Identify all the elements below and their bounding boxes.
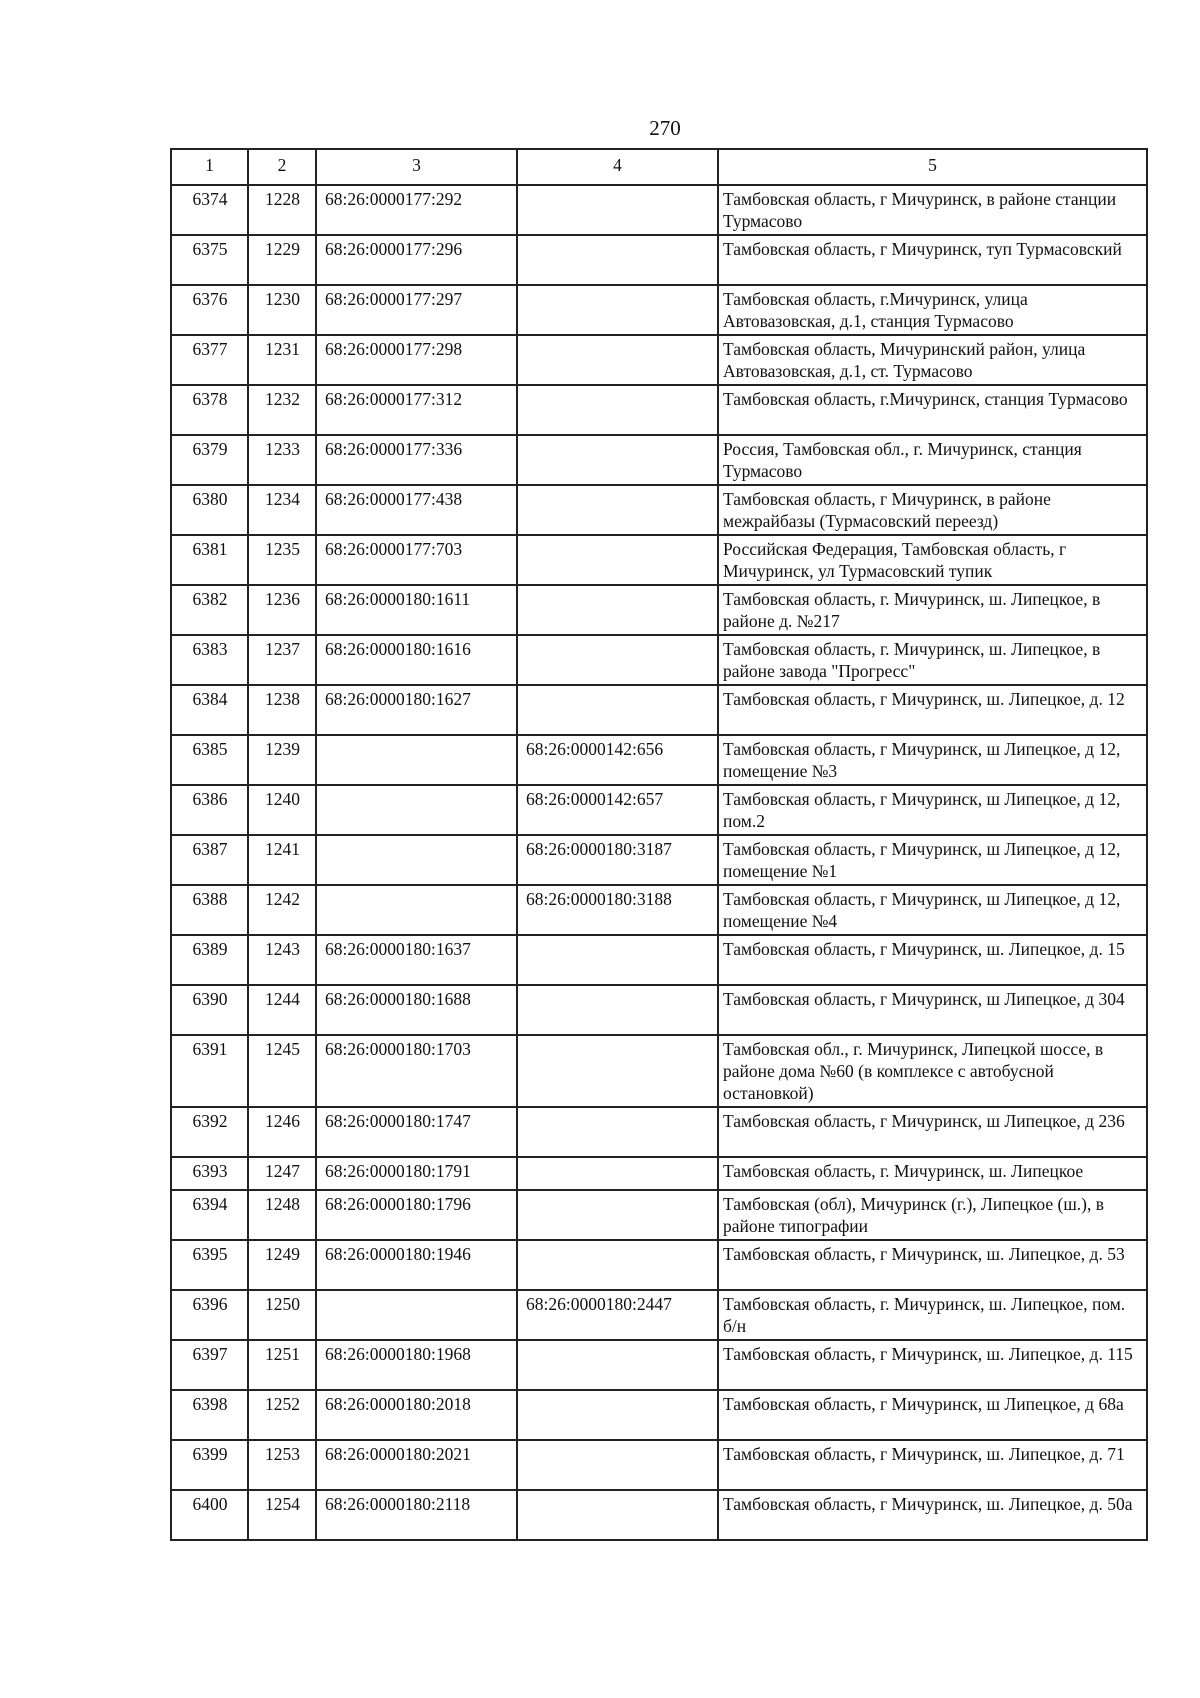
- room-cadastral-number-cell: [517, 1157, 718, 1190]
- table-row: [171, 1340, 1147, 1390]
- row-number-cell: 6385: [171, 735, 248, 785]
- cadastral-number-cell: [316, 835, 517, 885]
- table-row: [171, 835, 1147, 885]
- row-number-cell: 6397: [171, 1340, 248, 1390]
- item-number-cell: 1248: [248, 1190, 316, 1240]
- table-row: [171, 1190, 1147, 1240]
- table-row: [171, 985, 1147, 1035]
- room-cadastral-number-cell: [517, 1240, 718, 1290]
- room-cadastral-number-cell: [517, 235, 718, 285]
- room-cadastral-number-cell: [517, 435, 718, 485]
- row-number-cell: 6377: [171, 335, 248, 385]
- item-number-cell: 1237: [248, 635, 316, 685]
- room-cadastral-number-cell: [517, 1490, 718, 1540]
- address-cell: Тамбовская область, г. Мичуринск, ш. Липецкое, в районе завода "Прогресс": [718, 635, 1147, 685]
- room-cadastral-number-cell: [517, 485, 718, 535]
- item-number-cell: 1242: [248, 885, 316, 935]
- row-number-cell: 6384: [171, 685, 248, 735]
- room-cadastral-number-cell: 68:26:0000142:656: [517, 735, 718, 785]
- row-number-cell: 6378: [171, 385, 248, 435]
- address-cell: Тамбовская область, г Мичуринск, ш. Липецкое, д. 12: [718, 685, 1147, 735]
- room-cadastral-number-cell: [517, 1035, 718, 1107]
- room-cadastral-number-cell: [517, 635, 718, 685]
- item-number-cell: 1231: [248, 335, 316, 385]
- room-cadastral-number-cell: [517, 1390, 718, 1440]
- table-row: [171, 435, 1147, 485]
- table-row: [171, 1240, 1147, 1290]
- cadastral-number-cell: 68:26:0000180:2021: [316, 1440, 517, 1490]
- room-cadastral-number-cell: [517, 1107, 718, 1157]
- item-number-cell: 1228: [248, 185, 316, 235]
- cadastral-number-cell: 68:26:0000177:297: [316, 285, 517, 335]
- table-row: [171, 385, 1147, 435]
- address-cell: Тамбовская обл., г. Мичуринск, Липецкой шоссе, в районе дома №60 (в комплексе с автобусной остановкой): [718, 1035, 1147, 1107]
- row-number-cell: 6394: [171, 1190, 248, 1240]
- table-row: [171, 1157, 1147, 1190]
- cadastral-number-cell: 68:26:0000180:1796: [316, 1190, 517, 1240]
- address-cell: Тамбовская область, г Мичуринск, в районе межрайбазы (Турмасовский переезд): [718, 485, 1147, 535]
- address-cell: Тамбовская область, г Мичуринск, ш. Липецкое, д. 53: [718, 1240, 1147, 1290]
- room-cadastral-number-cell: [517, 935, 718, 985]
- item-number-cell: 1252: [248, 1390, 316, 1440]
- table-row: [171, 535, 1147, 585]
- item-number-cell: 1245: [248, 1035, 316, 1107]
- item-number-cell: 1235: [248, 535, 316, 585]
- item-number-cell: 1238: [248, 685, 316, 735]
- table-header-row: [171, 149, 1147, 185]
- table-row: [171, 885, 1147, 935]
- row-number-cell: 6399: [171, 1440, 248, 1490]
- table-row: [171, 1107, 1147, 1157]
- cadastral-number-cell: 68:26:0000180:1688: [316, 985, 517, 1035]
- cadastral-number-cell: 68:26:0000180:1616: [316, 635, 517, 685]
- table-row: [171, 1490, 1147, 1540]
- row-number-cell: 6379: [171, 435, 248, 485]
- row-number-cell: 6388: [171, 885, 248, 935]
- address-cell: Россия, Тамбовская обл., г. Мичуринск, станция Турмасово: [718, 435, 1147, 485]
- address-cell: Тамбовская область, г Мичуринск, туп Турмасовский: [718, 235, 1147, 285]
- row-number-cell: 6393: [171, 1157, 248, 1190]
- room-cadastral-number-cell: [517, 585, 718, 635]
- address-cell: Тамбовская область, г Мичуринск, ш. Липецкое, д. 71: [718, 1440, 1147, 1490]
- cadastral-number-cell: 68:26:0000180:2018: [316, 1390, 517, 1440]
- cadastral-number-cell: [316, 1290, 517, 1340]
- row-number-cell: 6398: [171, 1390, 248, 1440]
- item-number-cell: 1244: [248, 985, 316, 1035]
- table-row: [171, 585, 1147, 635]
- row-number-cell: 6392: [171, 1107, 248, 1157]
- address-cell: Тамбовская область, Мичуринский район, улица Автовазовская, д.1, ст. Турмасово: [718, 335, 1147, 385]
- cadastral-number-cell: 68:26:0000177:312: [316, 385, 517, 435]
- cadastral-number-cell: 68:26:0000180:2118: [316, 1490, 517, 1540]
- row-number-cell: 6396: [171, 1290, 248, 1340]
- cadastral-number-cell: 68:26:0000180:1703: [316, 1035, 517, 1107]
- cadastral-number-cell: 68:26:0000180:1637: [316, 935, 517, 985]
- table-row: [171, 785, 1147, 835]
- cadastral-number-cell: 68:26:0000180:1747: [316, 1107, 517, 1157]
- row-number-cell: 6390: [171, 985, 248, 1035]
- cadastral-number-cell: [316, 735, 517, 785]
- row-number-cell: 6387: [171, 835, 248, 885]
- item-number-cell: 1243: [248, 935, 316, 985]
- table-body: [171, 185, 1147, 1540]
- row-number-cell: 6381: [171, 535, 248, 585]
- item-number-cell: 1236: [248, 585, 316, 635]
- column-header: 2: [248, 149, 316, 185]
- item-number-cell: 1229: [248, 235, 316, 285]
- item-number-cell: 1241: [248, 835, 316, 885]
- address-cell: Тамбовская область, г Мичуринск, ш. Липецкое, д. 50а: [718, 1490, 1147, 1540]
- cadastral-number-cell: 68:26:0000180:1791: [316, 1157, 517, 1190]
- item-number-cell: 1251: [248, 1340, 316, 1390]
- room-cadastral-number-cell: [517, 535, 718, 585]
- room-cadastral-number-cell: [517, 385, 718, 435]
- room-cadastral-number-cell: [517, 685, 718, 735]
- address-cell: Тамбовская область, г Мичуринск, ш Липецкое, д 236: [718, 1107, 1147, 1157]
- address-cell: Тамбовская область, г. Мичуринск, ш. Липецкое, пом. б/н: [718, 1290, 1147, 1340]
- cadastral-number-cell: 68:26:0000177:292: [316, 185, 517, 235]
- address-cell: Тамбовская область, г Мичуринск, ш. Липецкое, д. 15: [718, 935, 1147, 985]
- table-row: [171, 635, 1147, 685]
- address-cell: Тамбовская область, г Мичуринск, ш Липецкое, д 12, помещение №3: [718, 735, 1147, 785]
- table-row: [171, 1440, 1147, 1490]
- item-number-cell: 1253: [248, 1440, 316, 1490]
- cadastral-number-cell: 68:26:0000177:296: [316, 235, 517, 285]
- room-cadastral-number-cell: 68:26:0000142:657: [517, 785, 718, 835]
- address-cell: Тамбовская область, г Мичуринск, ш Липецкое, д 304: [718, 985, 1147, 1035]
- table-row: [171, 935, 1147, 985]
- item-number-cell: 1254: [248, 1490, 316, 1540]
- address-cell: Тамбовская область, г Мичуринск, ш Липецкое, д 12, помещение №4: [718, 885, 1147, 935]
- item-number-cell: 1234: [248, 485, 316, 535]
- address-cell: Тамбовская (обл), Мичуринск (г.), Липецкое (ш.), в районе типографии: [718, 1190, 1147, 1240]
- cadastral-number-cell: 68:26:0000180:1627: [316, 685, 517, 735]
- item-number-cell: 1249: [248, 1240, 316, 1290]
- registry-table: [170, 148, 1148, 1541]
- page-number: 270: [649, 116, 681, 140]
- table-row: [171, 285, 1147, 335]
- cadastral-number-cell: 68:26:0000177:298: [316, 335, 517, 385]
- item-number-cell: 1240: [248, 785, 316, 835]
- table-row: [171, 1035, 1147, 1107]
- row-number-cell: 6375: [171, 235, 248, 285]
- cadastral-number-cell: 68:26:0000180:1968: [316, 1340, 517, 1390]
- address-cell: Тамбовская область, г. Мичуринск, ш. Липецкое, в районе д. №217: [718, 585, 1147, 635]
- room-cadastral-number-cell: [517, 1190, 718, 1240]
- table-row: [171, 685, 1147, 735]
- cadastral-number-cell: 68:26:0000177:438: [316, 485, 517, 535]
- row-number-cell: 6382: [171, 585, 248, 635]
- cadastral-number-cell: 68:26:0000180:1611: [316, 585, 517, 635]
- room-cadastral-number-cell: 68:26:0000180:2447: [517, 1290, 718, 1340]
- table-row: [171, 485, 1147, 535]
- room-cadastral-number-cell: 68:26:0000180:3187: [517, 835, 718, 885]
- table-row: [171, 235, 1147, 285]
- room-cadastral-number-cell: [517, 285, 718, 335]
- item-number-cell: 1233: [248, 435, 316, 485]
- address-cell: Тамбовская область, г.Мичуринск, станция Турмасово: [718, 385, 1147, 435]
- table-row: [171, 185, 1147, 235]
- address-cell: Тамбовская область, г.Мичуринск, улица Автовазовская, д.1, станция Турмасово: [718, 285, 1147, 335]
- room-cadastral-number-cell: [517, 1440, 718, 1490]
- table-row: [171, 1390, 1147, 1440]
- row-number-cell: 6400: [171, 1490, 248, 1540]
- address-cell: Российская Федерация, Тамбовская область, г Мичуринск, ул Турмасовский тупик: [718, 535, 1147, 585]
- address-cell: Тамбовская область, г Мичуринск, ш Липецкое, д 68а: [718, 1390, 1147, 1440]
- column-header: 3: [316, 149, 517, 185]
- room-cadastral-number-cell: [517, 185, 718, 235]
- row-number-cell: 6374: [171, 185, 248, 235]
- address-cell: Тамбовская область, г Мичуринск, ш. Липецкое, д. 115: [718, 1340, 1147, 1390]
- address-cell: Тамбовская область, г. Мичуринск, ш. Липецкое: [718, 1157, 1147, 1190]
- item-number-cell: 1239: [248, 735, 316, 785]
- column-header: 1: [171, 149, 248, 185]
- cadastral-number-cell: 68:26:0000180:1946: [316, 1240, 517, 1290]
- item-number-cell: 1232: [248, 385, 316, 435]
- address-cell: Тамбовская область, г Мичуринск, ш Липецкое, д 12, пом.2: [718, 785, 1147, 835]
- cadastral-number-cell: [316, 785, 517, 835]
- column-header: 5: [718, 149, 1147, 185]
- room-cadastral-number-cell: [517, 335, 718, 385]
- address-cell: Тамбовская область, г Мичуринск, в районе станции Турмасово: [718, 185, 1147, 235]
- address-cell: Тамбовская область, г Мичуринск, ш Липецкое, д 12, помещение №1: [718, 835, 1147, 885]
- cadastral-number-cell: 68:26:0000177:703: [316, 535, 517, 585]
- row-number-cell: 6391: [171, 1035, 248, 1107]
- table-row: [171, 735, 1147, 785]
- room-cadastral-number-cell: [517, 985, 718, 1035]
- column-header: 4: [517, 149, 718, 185]
- item-number-cell: 1230: [248, 285, 316, 335]
- room-cadastral-number-cell: [517, 1340, 718, 1390]
- row-number-cell: 6395: [171, 1240, 248, 1290]
- table-row: [171, 1290, 1147, 1340]
- cadastral-number-cell: [316, 885, 517, 935]
- cadastral-number-cell: 68:26:0000177:336: [316, 435, 517, 485]
- row-number-cell: 6383: [171, 635, 248, 685]
- item-number-cell: 1247: [248, 1157, 316, 1190]
- row-number-cell: 6389: [171, 935, 248, 985]
- item-number-cell: 1246: [248, 1107, 316, 1157]
- table-row: [171, 335, 1147, 385]
- row-number-cell: 6380: [171, 485, 248, 535]
- row-number-cell: 6386: [171, 785, 248, 835]
- item-number-cell: 1250: [248, 1290, 316, 1340]
- row-number-cell: 6376: [171, 285, 248, 335]
- room-cadastral-number-cell: 68:26:0000180:3188: [517, 885, 718, 935]
